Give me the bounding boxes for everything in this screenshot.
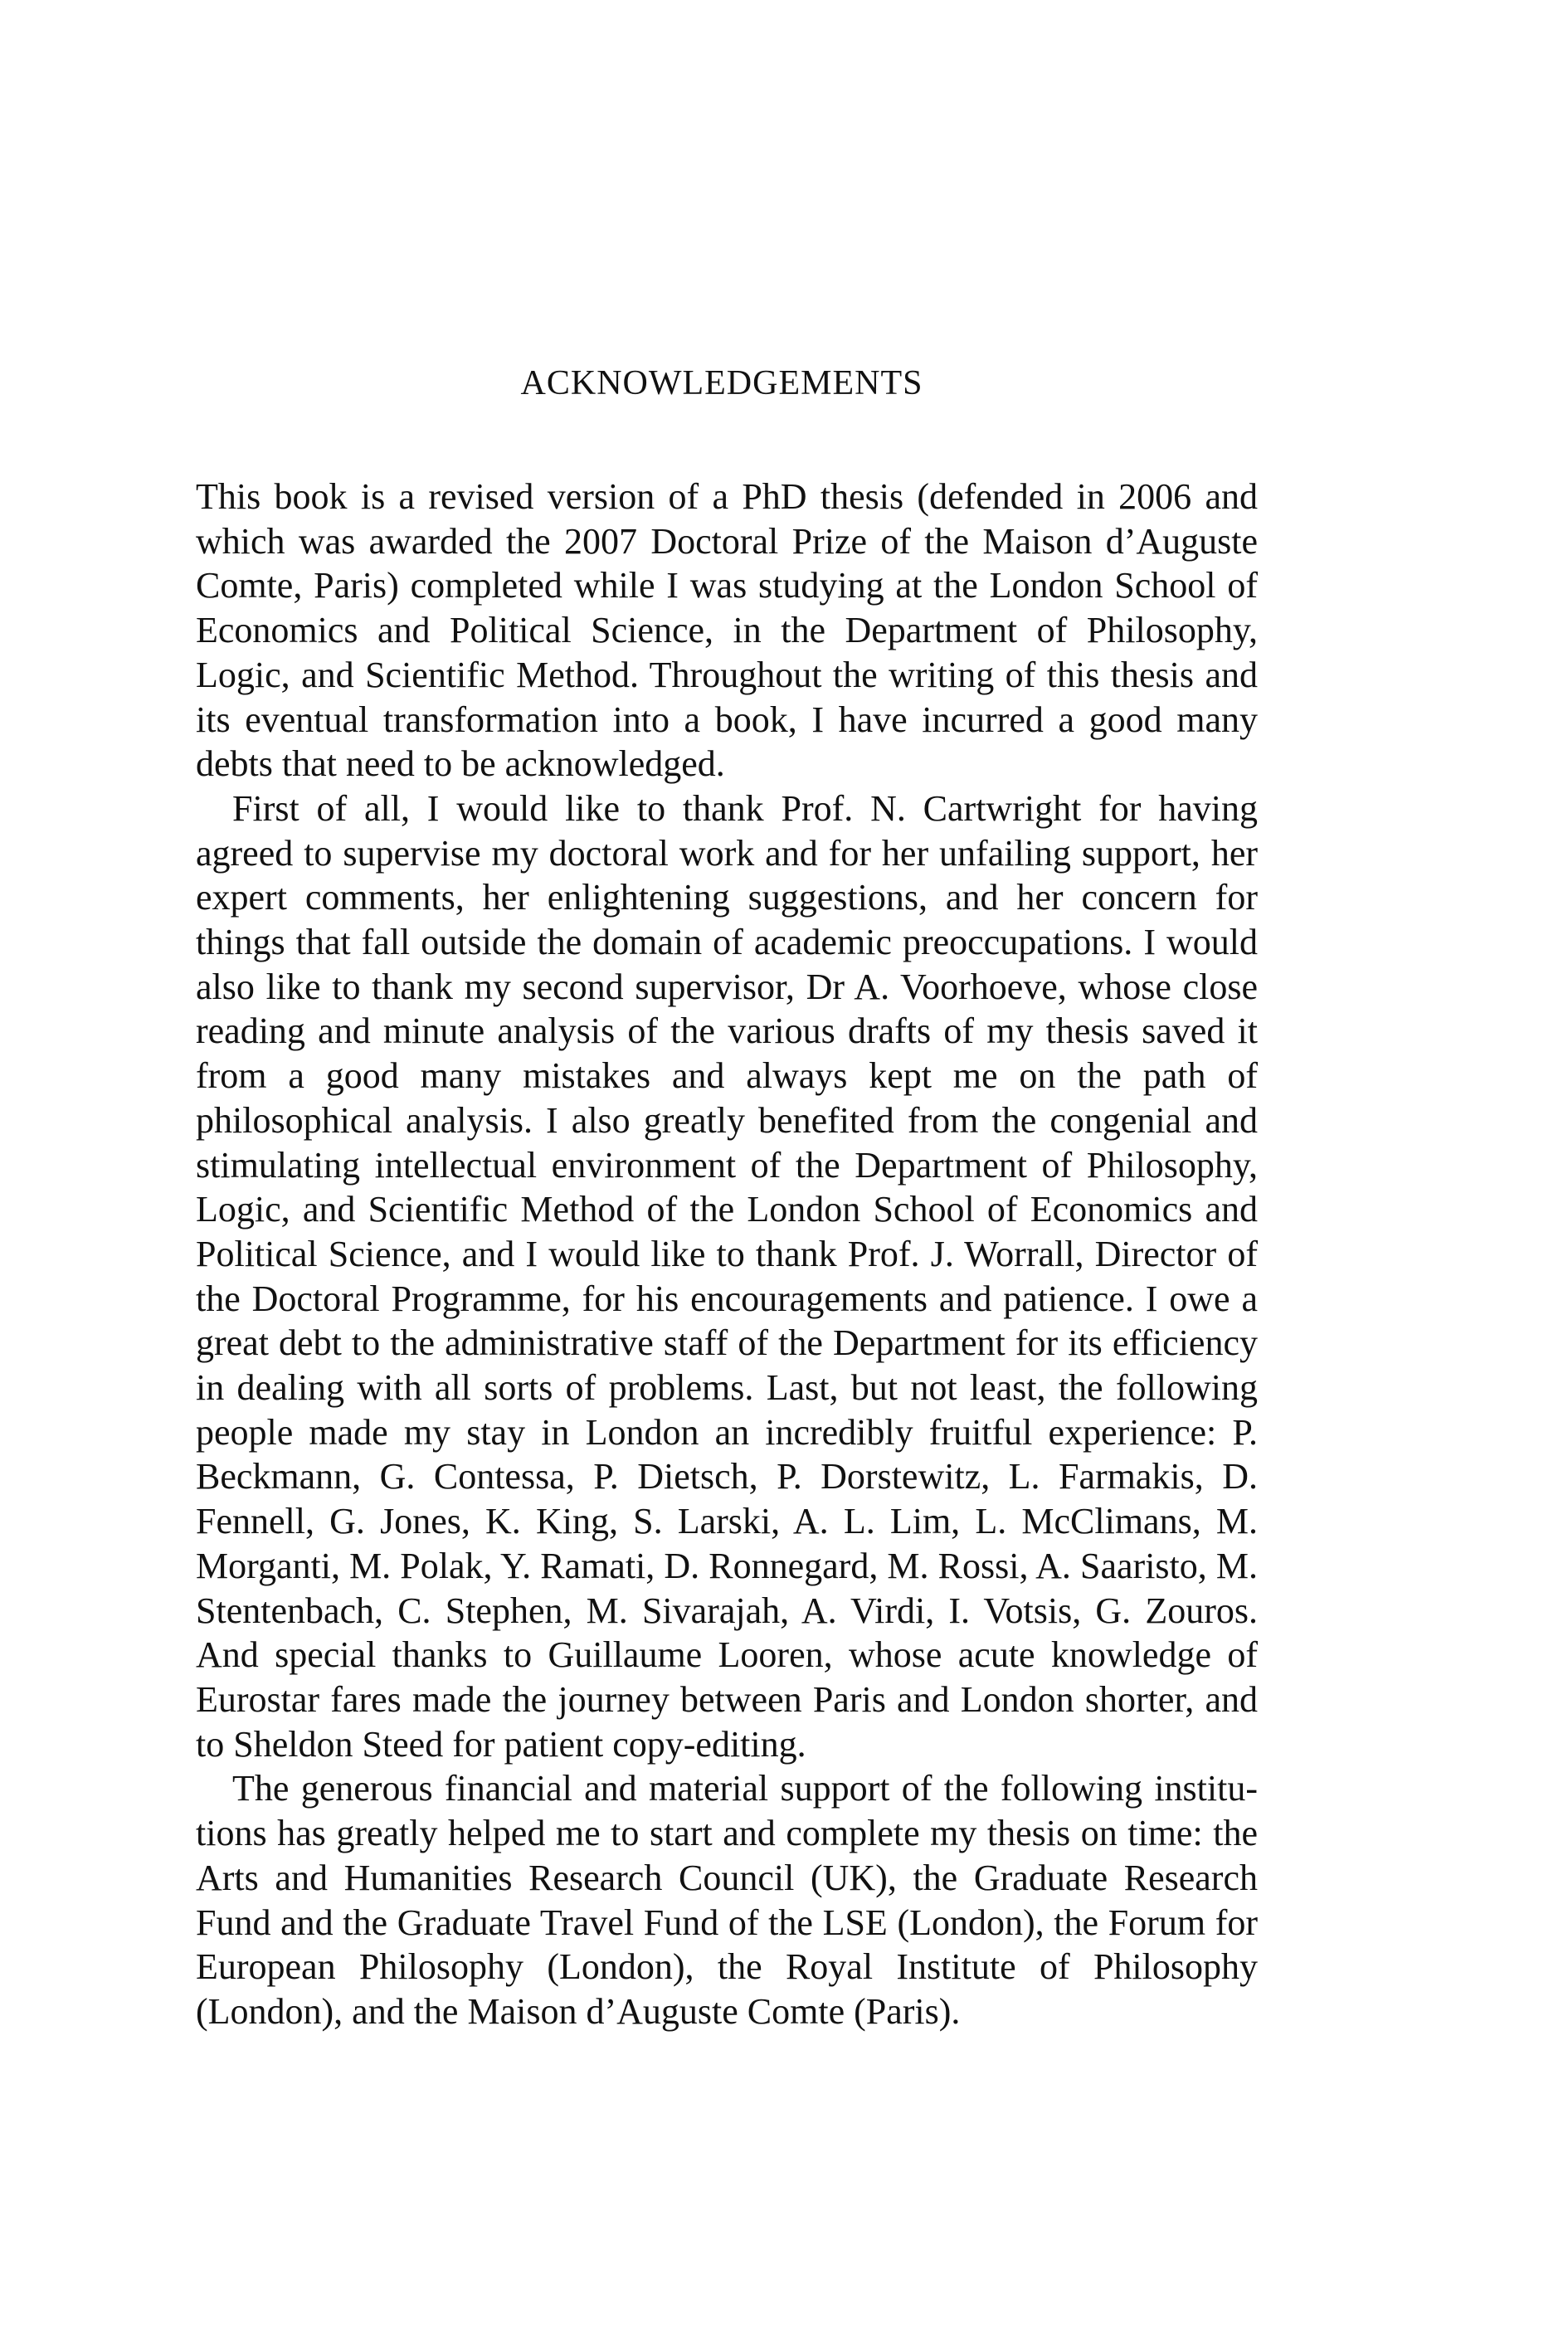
paragraph-funding: The generous financial and material support of the following institutions has greatly helped me to start and complete my thesis on time: the Arts and Humanities Research Council (UK), the Graduate Research Fund and the Graduate Travel Fund of the LSE (London), the Forum for European Philosophy (London), the Royal Institute of Philosophy (London), and the Maison d’Auguste Comte (Paris). xyxy=(196,1768,1258,2032)
paragraph-intro: This book is a revised version of a PhD thesis (defended in 2006 and which was awarded the 2007 Doctoral Prize of the Maison d’Auguste Comte, Paris) completed while I was studying at the London School of Economics and Political Science, in the Department of Philosophy, Logic, and Scientific Method. Throughout the writing of this thesis and its eventual transformation into a book, I have incurred a good many debts that need to be acknowledged. xyxy=(196,476,1258,785)
page-title: ACKNOWLEDGEMENTS xyxy=(520,364,923,402)
paragraph-thanks: First of all, I would like to thank Prof. N. Cartwright for having agreed to supervise my doctoral work and for her unfailing support, her expert comments, her enlightening suggestions, and her concern for things that fall outside the domain of academic preoccupations. I would also like to thank my second supervisor, Dr A. Voorhoeve, whose close reading and minute analysis of the various drafts of my thesis saved it from a good many mistakes and always kept me on the path of philosophical analysis. I also greatly benefited from the congenial and stimulating intellectual environment of the Department of Philosophy, Logic, and Scientific Method of the London School of Economics and Political Science, and I would like to thank Prof. J. Worrall, Director of the Doctoral Programme, for his encouragements and patience. I owe a great debt to the administrative staff of the Department for its efficiency in dealing with all sorts of problems. Last, but not least, the following people made my stay in London an incredibly fruitful experience: P. Beckmann, G. Contessa, P. Dietsch, P. Dorstewitz, L. Farmakis, D. Fennell, G. Jones, K. King, S. Larski, A. L. Lim, L. McClimans, M. Morganti, M. Polak, Y. Ramati, D. Ronnegard, M. Rossi, A. Saaristo, M. Stentenbach, C. Stephen, M. Sivarajah, A. Virdi, I. Votsis, G. Zouros. And special thanks to Guillaume Looren, whose acute knowledge of Eurostar fares made the journey between Paris and London shorter, and to Sheldon Steed for patient copy-editing. xyxy=(196,787,1258,1765)
body-text xyxy=(196,475,1258,2034)
